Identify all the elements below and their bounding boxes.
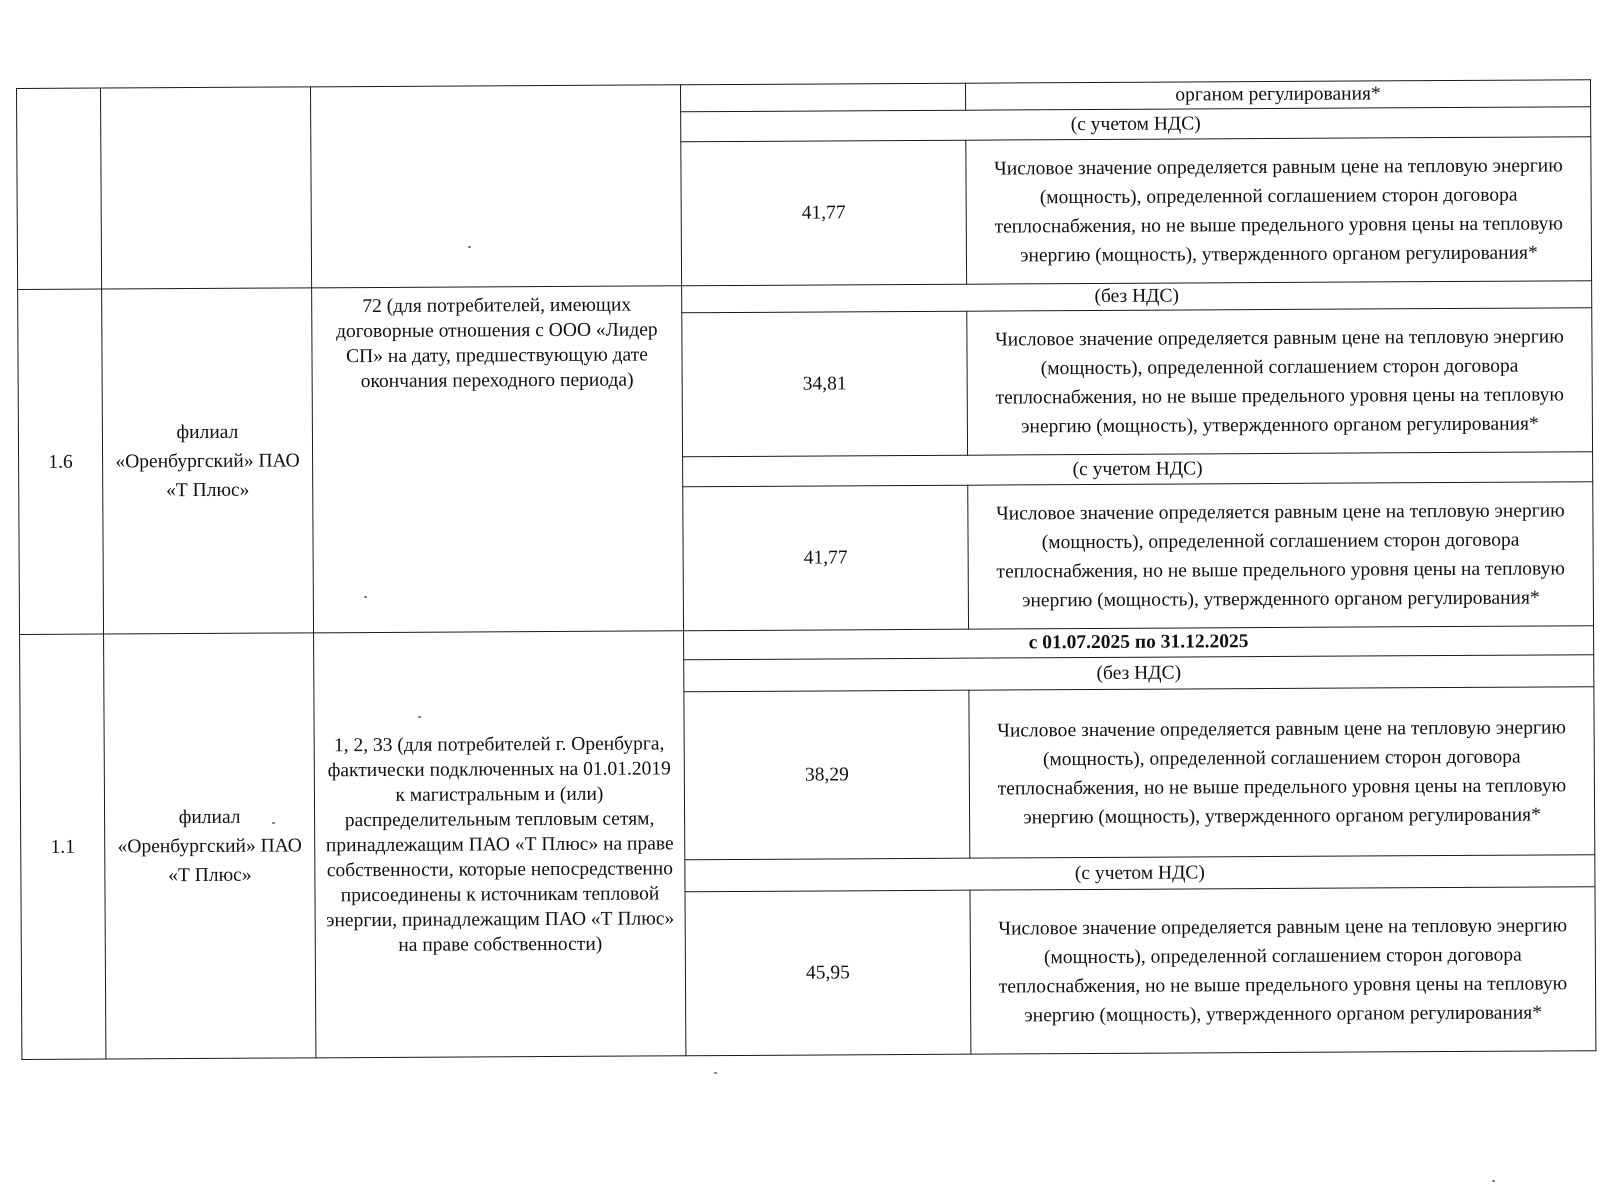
scan-speck bbox=[364, 596, 367, 598]
vat-label: (с учетом НДС) bbox=[681, 107, 1591, 142]
organization-cell bbox=[101, 87, 312, 289]
price-description: Числовое значение определяется равным цене на тепловую энергию (мощность), определенной соглашением сторон договора теплоснабжения, но не выше предельного уровня цены на тепловую энергию (мощность), утвержденного органом регулирования* bbox=[966, 137, 1592, 284]
zones-description: 72 (для потребителей, имеющих договорные отношения с ООО «Лидер СП» на дату, предшествующую дате окончания переходного периода) bbox=[312, 286, 684, 633]
scan-speck bbox=[272, 822, 275, 824]
organization-name: филиал «Оренбургский» ПАО «Т Плюс» bbox=[102, 288, 314, 634]
period-header: с 01.07.2025 по 31.12.2025 bbox=[684, 626, 1594, 660]
price-cell bbox=[680, 83, 965, 112]
tariff-table bbox=[16, 79, 1596, 1060]
zones-cell bbox=[310, 85, 681, 288]
scan-speck bbox=[1492, 1180, 1495, 1182]
price-description: Числовое значение определяется равным цене на тепловую энергию (мощность), определенной соглашением сторон договора теплоснабжения, но не выше предельного уровня цены на тепловую энергию (мощность), утвержденного органом регулирования* bbox=[967, 308, 1593, 455]
vat-label: (с учетом НДС) bbox=[683, 452, 1593, 487]
price-value: 41,77 bbox=[681, 140, 967, 286]
row-number: 1.1 bbox=[20, 634, 106, 1059]
price-value: 34,81 bbox=[682, 311, 968, 457]
zones-description: 1, 2, 33 (для потребителей г. Оренбурга, фактически подключенных на 01.01.2019 к магистральным и (или) распределительным тепловым сетям, принадлежащим ПАО «Т Плюс» на праве собственности, которые непосредственно присоединены к источникам тепловой энергии, принадлежащим ПАО «Т Плюс» на праве собственности) bbox=[314, 631, 686, 1058]
price-value: 45,95 bbox=[685, 890, 971, 1056]
price-description: Числовое значение определяется равным цене на тепловую энергию (мощность), определенной соглашением сторон договора теплоснабжения, но не выше предельного уровня цены на тепловую энергию (мощность), утвержденного органом регулирования* bbox=[970, 887, 1596, 1054]
organization-name: филиал «Оренбургский» ПАО «Т Плюс» bbox=[104, 633, 316, 1059]
row-number: 1.6 bbox=[18, 289, 104, 634]
scan-speck bbox=[418, 716, 421, 718]
no-vat-label: (без НДС) bbox=[684, 655, 1594, 692]
price-value: 38,29 bbox=[684, 690, 970, 860]
price-description: Числовое значение определяется равным цене на тепловую энергию (мощность), определенной соглашением сторон договора теплоснабжения, но не выше предельного уровня цены на тепловую энергию (мощность), утвержденного органом регулирования* bbox=[968, 482, 1594, 629]
vat-label: (с учетом НДС) bbox=[685, 855, 1595, 892]
row-number-cell bbox=[17, 88, 102, 289]
price-description: Числовое значение определяется равным цене на тепловую энергию (мощность), определенной соглашением сторон договора теплоснабжения, но не выше предельного уровня цены на тепловую энергию (мощность), утвержденного органом регулирования* bbox=[969, 687, 1595, 858]
description-tail: органом регулирования* bbox=[965, 80, 1590, 110]
scan-speck bbox=[714, 1072, 717, 1074]
price-value: 41,77 bbox=[683, 485, 969, 631]
no-vat-label: (без НДС) bbox=[682, 281, 1592, 313]
scan-speck bbox=[468, 246, 471, 248]
